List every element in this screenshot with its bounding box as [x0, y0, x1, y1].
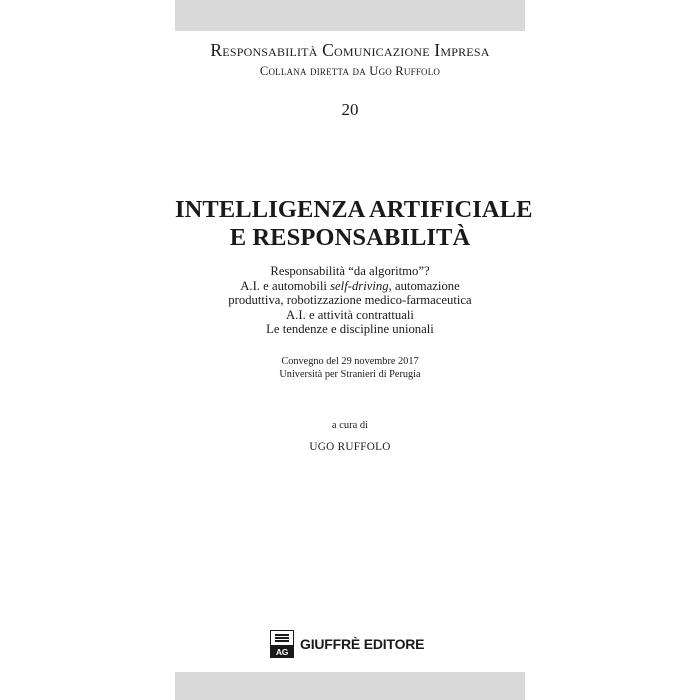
- conference-venue: Università per Stranieri di Perugia: [279, 368, 421, 380]
- publisher-name: GIUFFRÈ EDITORE: [300, 636, 425, 652]
- book-subtitle: [175, 264, 525, 337]
- subtitle-line-2: [175, 279, 525, 294]
- series-number: 20: [341, 100, 359, 119]
- subtitle-line-2-pre: A.I. e automobili: [240, 278, 331, 293]
- bottom-gray-band: [175, 672, 525, 700]
- top-gray-band: [175, 0, 525, 31]
- curated-by-label: a cura di: [331, 420, 369, 431]
- book-cover: [175, 0, 533, 700]
- book-title: [175, 196, 533, 252]
- series-title: Responsabilità Comunicazione Impresa: [210, 40, 490, 60]
- series-editor-line: Collana diretta da Ugo Ruffolo: [259, 64, 441, 78]
- subtitle-line-1: Responsabilità “da algoritmo”?: [270, 264, 430, 278]
- subtitle-line-3: produttiva, robotizzazione medico-farmaceutica: [228, 293, 472, 308]
- subtitle-line-2-italic: self-driving: [330, 278, 389, 293]
- publisher-logo-text: AG: [271, 646, 293, 657]
- book-title-line-1: INTELLIGENZA ARTIFICIALE: [175, 196, 533, 223]
- subtitle-line-2-post: , automazione: [388, 278, 460, 293]
- subtitle-line-5: Le tendenze e discipline unionali: [266, 322, 434, 337]
- publisher-logo-icon: [270, 630, 294, 658]
- book-title-line-2: E RESPONSABILITÀ: [229, 224, 471, 251]
- publisher-block: [270, 630, 424, 658]
- editor-name: UGO RUFFOLO: [309, 441, 391, 453]
- conference-info: [175, 356, 525, 381]
- conference-date: Convegno del 29 novembre 2017: [281, 356, 419, 367]
- subtitle-line-4: A.I. e attività contrattuali: [286, 307, 414, 322]
